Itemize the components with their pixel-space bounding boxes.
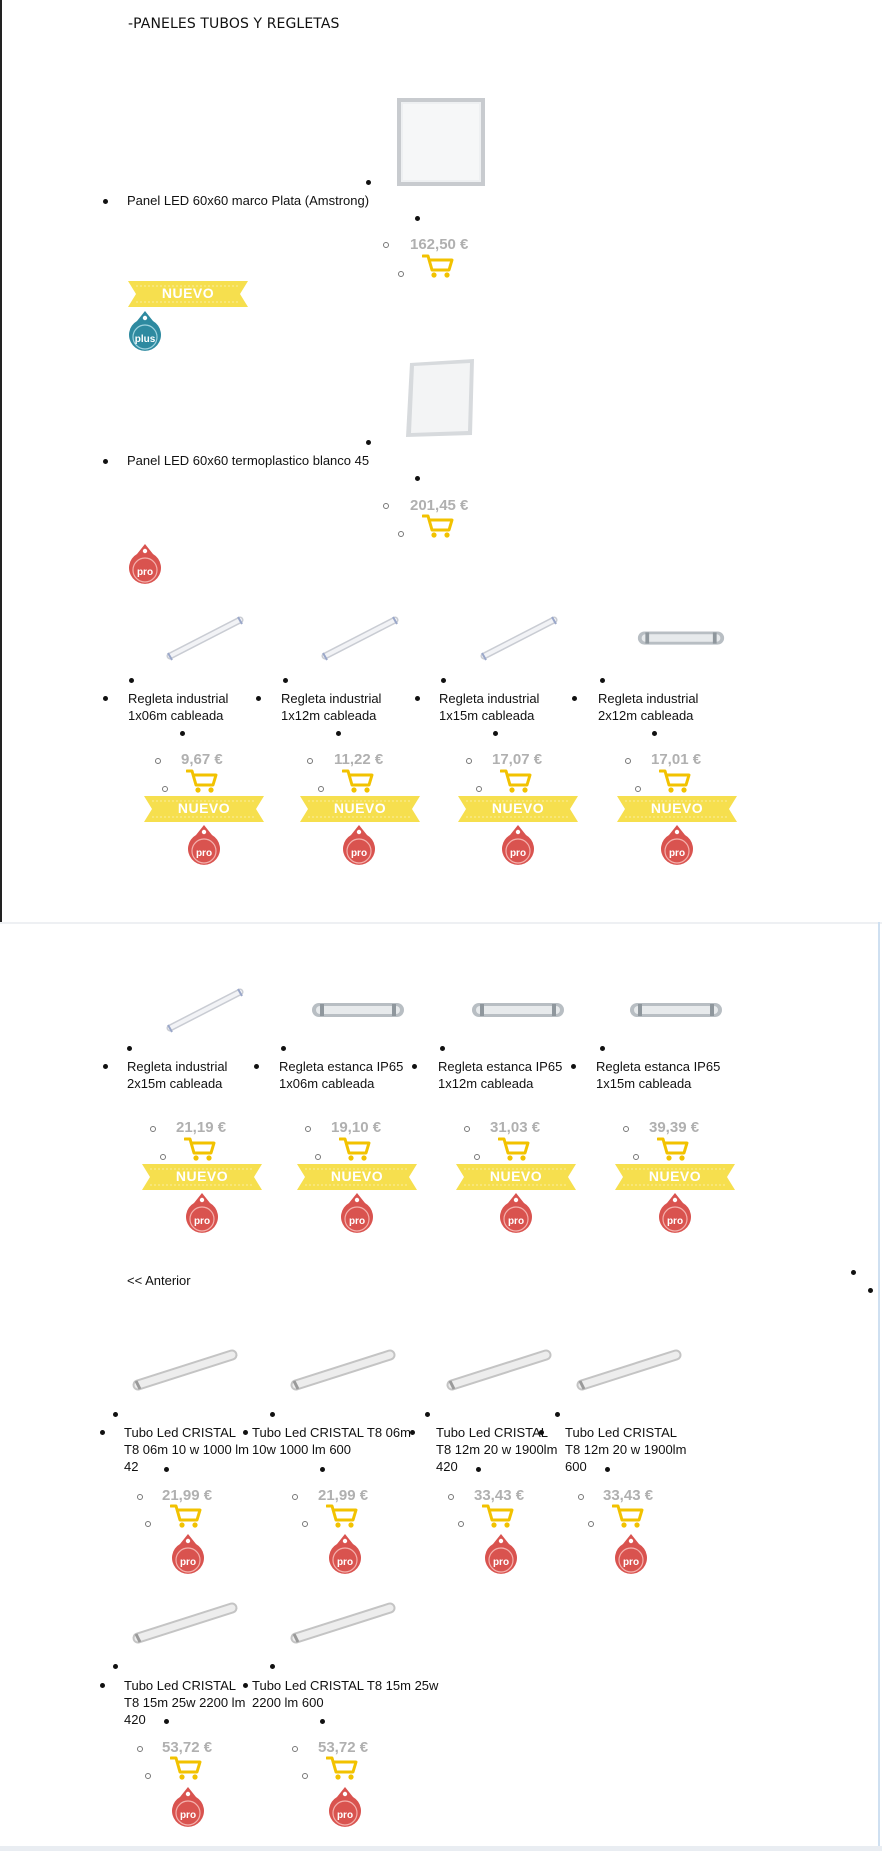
pro-badge — [170, 1532, 206, 1578]
pro-tag-icon — [613, 1532, 649, 1578]
list-bullet — [103, 459, 108, 464]
pro-label: pro — [348, 1216, 366, 1227]
list-bullet — [366, 180, 371, 185]
plus-badge — [127, 309, 163, 355]
product-name[interactable]: Panel LED 60x60 marco Plata (Amstrong) — [127, 193, 370, 208]
product-price: 11,22 € — [334, 751, 384, 768]
page-bottom-border — [0, 1846, 882, 1851]
list-bullet — [415, 216, 420, 221]
pro-label: pro — [509, 848, 527, 859]
pro-tag-icon — [339, 1191, 375, 1237]
product-name[interactable]: Regleta industrial 1x15m cableada — [439, 691, 540, 723]
product-name[interactable]: Regleta industrial 1x12m cableada — [281, 691, 382, 723]
product-image[interactable] — [574, 1345, 684, 1395]
list-bullet — [851, 1270, 856, 1275]
list-bullet — [113, 1664, 118, 1669]
list-bullet — [164, 1719, 169, 1724]
pro-tag-icon — [657, 1191, 693, 1237]
list-bullet — [605, 1467, 610, 1472]
cart-icon[interactable] — [498, 1136, 530, 1162]
list-circle — [578, 1494, 584, 1500]
list-circle — [458, 1521, 464, 1527]
pro-badge — [657, 1191, 693, 1237]
list-bullet — [283, 678, 288, 683]
pro-label: pro — [193, 1216, 211, 1227]
pro-label: pro — [336, 1557, 354, 1568]
list-circle — [150, 1126, 156, 1132]
list-bullet — [103, 696, 108, 701]
product-image[interactable] — [288, 1345, 398, 1395]
product-name[interactable]: Tubo Led CRISTAL T8 15m 25w 2200 lm 600 — [252, 1678, 439, 1710]
cart-icon[interactable] — [170, 1755, 202, 1781]
nuevo-label: NUEVO — [177, 800, 231, 816]
nuevo-badge — [144, 796, 264, 822]
product-image[interactable] — [310, 984, 406, 1036]
list-circle — [302, 1521, 308, 1527]
pro-tag-icon — [170, 1785, 206, 1831]
nuevo-badge — [615, 1164, 735, 1190]
cart-icon[interactable] — [422, 253, 454, 279]
product-image[interactable] — [636, 612, 726, 664]
list-bullet — [270, 1664, 275, 1669]
product-price: 21,19 € — [176, 1119, 227, 1136]
list-bullet — [441, 678, 446, 683]
list-circle — [383, 242, 389, 248]
product-name[interactable]: Regleta estanca IP65 1x15m cableada — [596, 1059, 721, 1091]
page-right-border — [878, 922, 880, 1851]
list-circle — [623, 1126, 629, 1132]
nuevo-badge — [300, 796, 420, 822]
pro-badge — [184, 1191, 220, 1237]
nuevo-label: NUEVO — [161, 285, 215, 301]
pro-tag-icon — [483, 1532, 519, 1578]
list-circle — [476, 786, 482, 792]
list-circle — [588, 1521, 594, 1527]
list-bullet — [281, 1046, 286, 1051]
product-name[interactable]: Tubo Led CRISTAL T8 12m 20 w 1900lm 600 — [565, 1425, 687, 1474]
list-bullet — [366, 440, 371, 445]
list-circle — [155, 758, 161, 764]
pro-tag-icon — [327, 1532, 363, 1578]
pro-tag-icon — [184, 1191, 220, 1237]
list-circle — [635, 786, 641, 792]
list-circle — [466, 758, 472, 764]
nuevo-badge — [297, 1164, 417, 1190]
product-name[interactable]: Regleta estanca IP65 1x06m cableada — [279, 1059, 404, 1091]
pro-badge — [498, 1191, 534, 1237]
list-bullet — [493, 731, 498, 736]
pro-tag-icon — [500, 823, 536, 869]
plus-tag-icon — [127, 309, 163, 355]
product-image[interactable] — [130, 1345, 240, 1395]
list-bullet — [127, 1046, 132, 1051]
cart-icon[interactable] — [500, 768, 532, 794]
nuevo-label: NUEVO — [175, 1168, 229, 1184]
list-bullet — [868, 1288, 873, 1293]
list-bullet — [476, 1467, 481, 1472]
list-circle — [162, 786, 168, 792]
pro-label: pro — [336, 1810, 354, 1821]
product-image[interactable] — [444, 1345, 554, 1395]
list-bullet — [164, 1467, 169, 1472]
nuevo-label: NUEVO — [491, 800, 545, 816]
product-price: 21,99 € — [318, 1487, 369, 1504]
page-left-border — [0, 0, 2, 922]
list-bullet — [425, 1412, 430, 1417]
product-image[interactable] — [130, 1598, 240, 1648]
nuevo-badge — [456, 1164, 576, 1190]
product-image[interactable] — [160, 980, 250, 1040]
pro-tag-icon — [186, 823, 222, 869]
pro-badge — [170, 1785, 206, 1831]
list-bullet — [336, 731, 341, 736]
list-bullet — [113, 1412, 118, 1417]
cart-icon[interactable] — [326, 1503, 358, 1529]
cart-icon[interactable] — [184, 1136, 216, 1162]
product-price: 53,72 € — [318, 1739, 369, 1756]
pro-badge — [659, 823, 695, 869]
product-image[interactable] — [628, 984, 724, 1036]
cart-icon[interactable] — [170, 1503, 202, 1529]
list-circle — [145, 1773, 151, 1779]
list-circle — [292, 1746, 298, 1752]
list-circle — [137, 1746, 143, 1752]
product-name[interactable]: Regleta industrial 2x15m cableada — [127, 1059, 228, 1091]
nuevo-label: NUEVO — [648, 1168, 702, 1184]
pro-tag-icon — [498, 1191, 534, 1237]
pro-badge — [500, 823, 536, 869]
product-name[interactable]: Regleta industrial 2x12m cableada — [598, 691, 699, 723]
list-circle — [318, 786, 324, 792]
pro-badge — [483, 1532, 519, 1578]
pro-label: pro — [195, 848, 213, 859]
list-bullet — [555, 1412, 560, 1417]
product-name[interactable]: Regleta estanca IP65 1x12m cableada — [438, 1059, 563, 1091]
cart-icon[interactable] — [186, 768, 218, 794]
product-name[interactable]: Regleta industrial 1x06m cableada — [128, 691, 229, 723]
cart-icon[interactable] — [342, 768, 374, 794]
product-name[interactable]: Panel LED 60x60 termoplastico blanco 45 — [127, 453, 370, 468]
list-bullet — [180, 731, 185, 736]
list-bullet — [270, 1412, 275, 1417]
product-image[interactable] — [404, 357, 478, 441]
pro-label: pro — [622, 1557, 640, 1568]
pro-tag-icon — [659, 823, 695, 869]
product-name[interactable]: Tubo Led CRISTAL T8 06m 10 w 1000 lm 42 — [124, 1425, 250, 1474]
list-bullet — [415, 476, 420, 481]
cart-icon[interactable] — [659, 768, 691, 794]
list-bullet — [103, 199, 108, 204]
product-image[interactable] — [474, 608, 564, 668]
product-price: 17,01 € — [651, 751, 702, 768]
list-bullet — [600, 678, 605, 683]
product-price: 201,45 € — [410, 497, 469, 514]
nuevo-badge — [617, 796, 737, 822]
product-price: 31,03 € — [490, 1119, 541, 1136]
cart-icon[interactable] — [339, 1136, 371, 1162]
product-price: 53,72 € — [162, 1739, 213, 1756]
pro-tag-icon — [127, 542, 163, 588]
product-price: 17,07 € — [492, 751, 543, 768]
list-circle — [160, 1154, 166, 1160]
pro-label: pro — [507, 1216, 525, 1227]
list-circle — [137, 1494, 143, 1500]
page-break — [0, 922, 882, 924]
nuevo-label: NUEVO — [333, 800, 387, 816]
pro-label: pro — [668, 848, 686, 859]
list-circle — [315, 1154, 321, 1160]
pro-tag-icon — [327, 1785, 363, 1831]
pro-label: pro — [492, 1557, 510, 1568]
pro-badge — [127, 542, 163, 588]
product-image[interactable] — [288, 1598, 398, 1648]
pro-badge — [339, 1191, 375, 1237]
list-circle — [305, 1126, 311, 1132]
list-bullet — [440, 1046, 445, 1051]
product-price: 33,43 € — [603, 1487, 654, 1504]
list-bullet — [652, 731, 657, 736]
nuevo-badge — [128, 281, 248, 307]
nuevo-badge — [458, 796, 578, 822]
product-price: 21,99 € — [162, 1487, 213, 1504]
list-bullet — [100, 1683, 105, 1688]
pro-tag-icon — [170, 1532, 206, 1578]
list-circle — [307, 758, 313, 764]
list-bullet — [100, 1430, 105, 1435]
product-price: 19,10 € — [331, 1119, 382, 1136]
list-bullet — [320, 1467, 325, 1472]
list-circle — [383, 503, 389, 509]
list-circle — [145, 1521, 151, 1527]
previous-page-link[interactable]: << Anterior — [127, 1273, 191, 1288]
plus-label: plus — [134, 334, 156, 345]
cart-icon[interactable] — [422, 513, 454, 539]
product-name[interactable]: Tubo Led CRISTAL T8 15m 25w 2200 lm 420 — [124, 1678, 246, 1727]
list-circle — [398, 531, 404, 537]
cart-icon[interactable] — [482, 1503, 514, 1529]
list-circle — [448, 1494, 454, 1500]
list-circle — [625, 758, 631, 764]
product-name[interactable]: Tubo Led CRISTAL T8 12m 20 w 1900lm 420 — [436, 1425, 558, 1474]
pro-badge — [327, 1785, 363, 1831]
list-bullet — [600, 1046, 605, 1051]
pro-label: pro — [350, 848, 368, 859]
nuevo-label: NUEVO — [330, 1168, 384, 1184]
cart-icon[interactable] — [612, 1503, 644, 1529]
nuevo-label: NUEVO — [650, 800, 704, 816]
list-bullet — [415, 696, 420, 701]
pro-badge — [341, 823, 377, 869]
pro-label: pro — [136, 567, 154, 578]
product-image[interactable] — [470, 984, 566, 1036]
nuevo-label: NUEVO — [489, 1168, 543, 1184]
list-circle — [464, 1126, 470, 1132]
product-image[interactable] — [315, 608, 405, 668]
product-name[interactable]: Tubo Led CRISTAL T8 06m 10w 1000 lm 600 — [252, 1425, 411, 1457]
pro-badge — [613, 1532, 649, 1578]
section-heading: -PANELES TUBOS Y REGLETAS — [128, 16, 340, 32]
list-bullet — [103, 1064, 108, 1069]
pro-label: pro — [179, 1557, 197, 1568]
list-circle — [292, 1494, 298, 1500]
product-price: 39,39 € — [649, 1119, 700, 1136]
list-bullet — [129, 678, 134, 683]
nuevo-badge — [142, 1164, 262, 1190]
list-circle — [398, 271, 404, 277]
list-bullet — [320, 1719, 325, 1724]
product-price: 33,43 € — [474, 1487, 525, 1504]
pro-label: pro — [179, 1810, 197, 1821]
pro-badge — [186, 823, 222, 869]
cart-icon[interactable] — [326, 1755, 358, 1781]
product-image[interactable] — [395, 96, 487, 188]
list-circle — [302, 1773, 308, 1779]
list-circle — [474, 1154, 480, 1160]
pro-tag-icon — [341, 823, 377, 869]
pro-badge — [327, 1532, 363, 1578]
product-price: 9,67 € — [181, 751, 223, 768]
product-image[interactable] — [160, 608, 250, 668]
list-circle — [633, 1154, 639, 1160]
cart-icon[interactable] — [657, 1136, 689, 1162]
product-price: 162,50 € — [410, 236, 469, 253]
pro-label: pro — [666, 1216, 684, 1227]
